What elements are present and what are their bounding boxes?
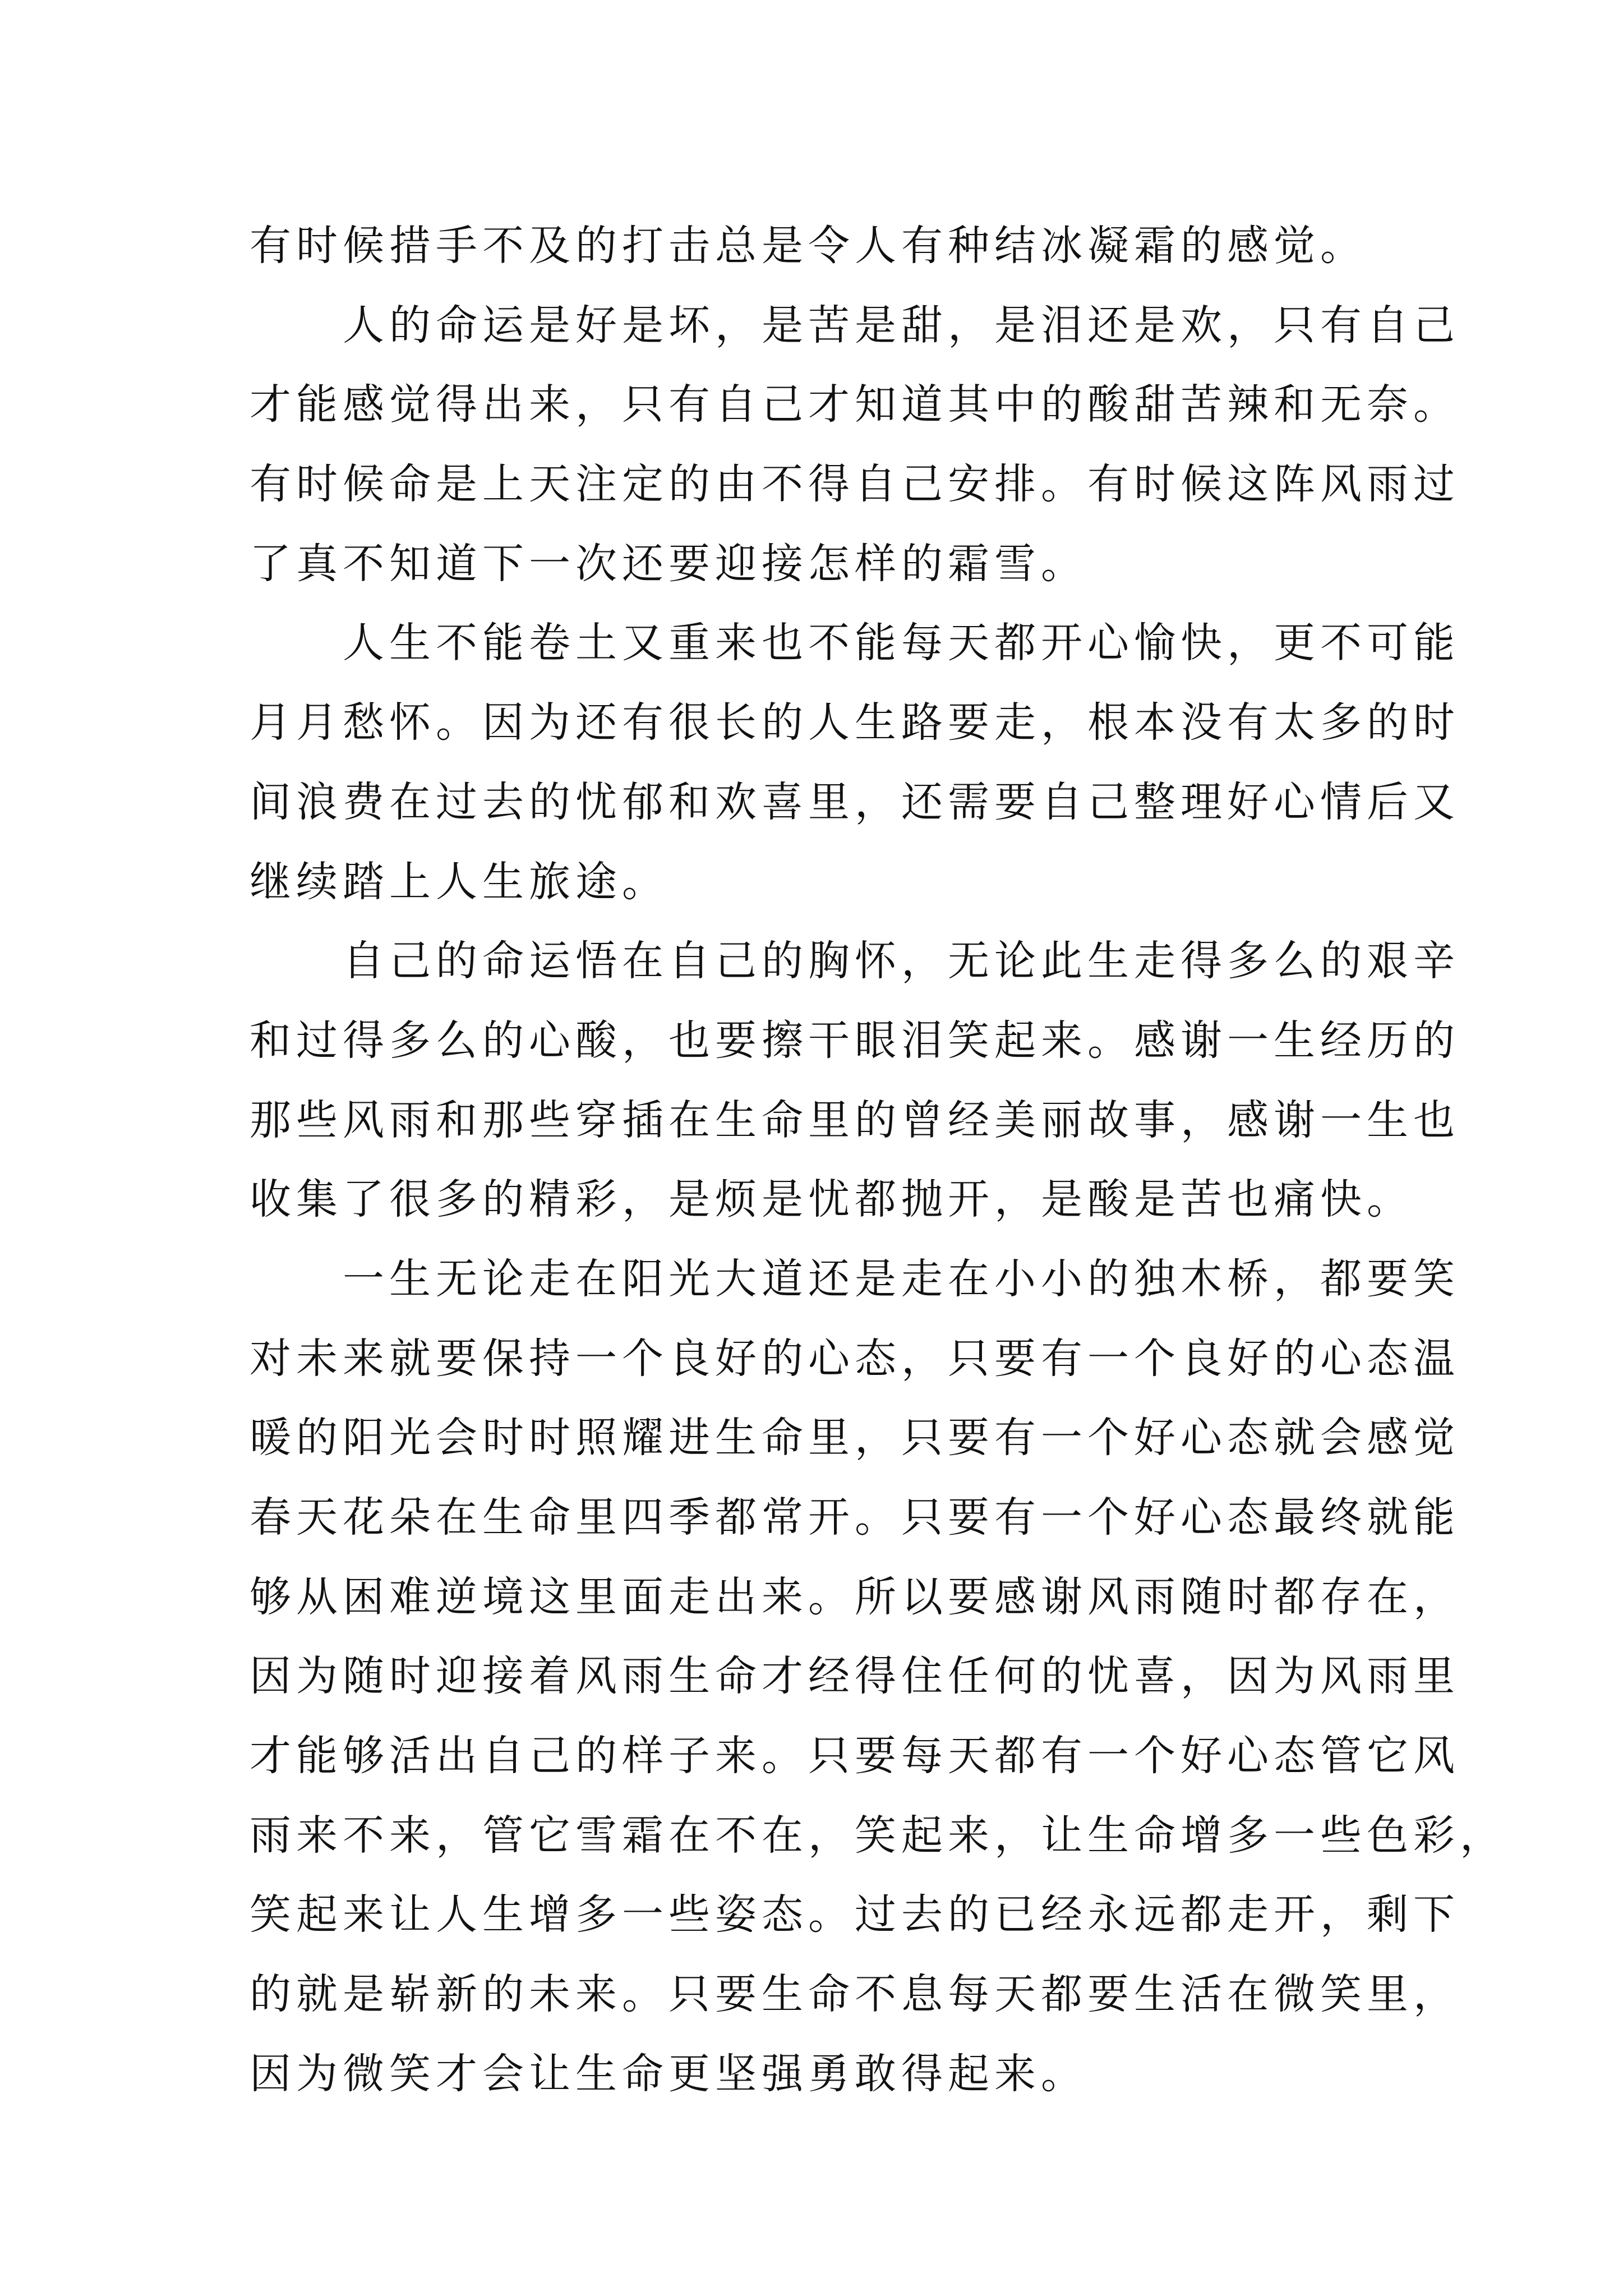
text-line: 间浪费在过去的忧郁和欢喜里，还需要自己整理好心情后又 (250, 777, 1460, 826)
text-line: 暖的阳光会时时照耀进生命里，只要有一个好心态就会感觉 (250, 1414, 1460, 1462)
paragraph-first-line: 一生无论走在阳光大道还是走在小小的独木桥，都要笑 (343, 1254, 1460, 1303)
text-line: 够从困难逆境这里面走出来。所以要感谢风雨随时都存在， (250, 1572, 1460, 1621)
paragraph-first-line: 人的命运是好是坏，是苦是甜，是泪还是欢，只有自己 (343, 301, 1460, 349)
text-line: 雨来不来，管它雪霜在不在，笑起来，让生命增多一些色彩， (250, 1811, 1506, 1860)
text-line: 因为微笑才会让生命更坚强勇敢得起来。 (250, 2049, 1087, 2098)
paragraph-first-line: 人生不能卷土又重来也不能每天都开心愉快，更不可能 (343, 619, 1460, 668)
text-line: 月月愁怀。因为还有很长的人生路要走，根本没有太多的时 (250, 698, 1460, 747)
text-line: 的就是崭新的未来。只要生命不息每天都要生活在微笑里， (250, 1970, 1460, 2019)
text-line: 笑起来让人生增多一些姿态。过去的已经永远都走开，剩下 (250, 1890, 1460, 1939)
text-line: 对未来就要保持一个良好的心态，只要有一个良好的心态温 (250, 1334, 1460, 1383)
text-line: 收集了很多的精彩，是烦是忧都抛开，是酸是苦也痛快。 (250, 1175, 1413, 1224)
text-line: 有时候命是上天注定的由不得自己安排。有时候这阵风雨过 (250, 460, 1460, 509)
text-line: 那些风雨和那些穿插在生命里的曾经美丽故事，感谢一生也 (250, 1096, 1460, 1144)
text-line: 因为随时迎接着风雨生命才经得住任何的忧喜，因为风雨里 (250, 1652, 1460, 1701)
text-line: 才能感觉得出来，只有自己才知道其中的酸甜苦辣和无奈。 (250, 380, 1460, 429)
paragraph-first-line: 自己的命运悟在自己的胸怀，无论此生走得多么的艰辛 (343, 937, 1460, 986)
text-line: 春天花朵在生命里四季都常开。只要有一个好心态最终就能 (250, 1493, 1460, 1542)
text-line: 继续踏上人生旅途。 (250, 857, 668, 906)
text-line: 有时候措手不及的打击总是令人有种结冰凝霜的感觉。 (250, 222, 1367, 270)
text-line: 和过得多么的心酸，也要擦干眼泪笑起来。感谢一生经历的 (250, 1016, 1460, 1065)
text-line: 了真不知道下一次还要迎接怎样的霜雪。 (250, 539, 1087, 588)
text-line: 才能够活出自己的样子来。只要每天都有一个好心态管它风 (250, 1732, 1460, 1780)
body-text (250, 206, 1506, 2114)
